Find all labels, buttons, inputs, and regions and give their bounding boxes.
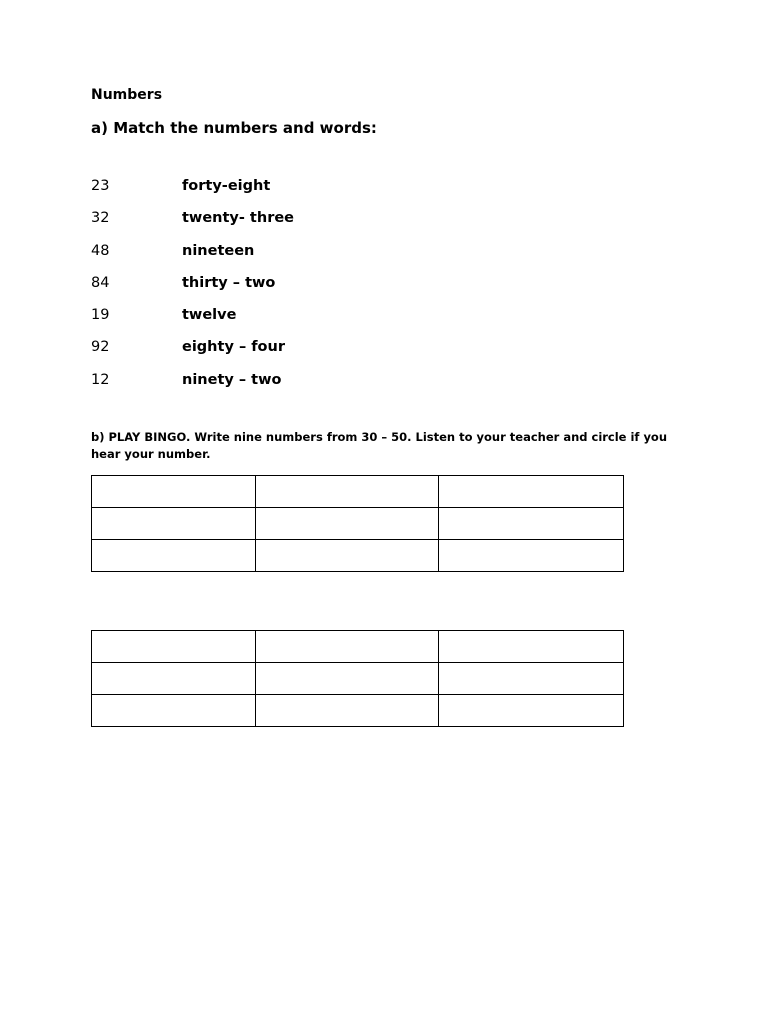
match-number: 92 [91,339,110,356]
bingo-cell[interactable] [256,476,439,508]
bingo-cell[interactable] [256,540,439,572]
bingo-cell[interactable] [256,695,439,727]
match-number: 19 [91,307,110,324]
bingo-cell[interactable] [92,695,256,727]
match-word: forty-eight [182,178,271,194]
bingo-cell[interactable] [439,476,624,508]
bingo-cell[interactable] [256,663,439,695]
bingo-row [92,631,624,663]
bingo-row [92,540,624,572]
match-row [91,243,491,275]
match-word: twelve [182,307,237,324]
bingo-row [92,476,624,508]
match-row [91,307,491,339]
match-row [91,339,491,371]
bingo-cell[interactable] [439,631,624,663]
bingo-cell[interactable] [256,508,439,540]
bingo-cell[interactable] [439,695,624,727]
bingo-cell[interactable] [92,508,256,540]
bingo-cell[interactable] [439,663,624,695]
section-b-text: Write nine numbers from 30 – 50. Listen to your teacher and circle if you hear your number. [91,430,668,461]
match-row [91,372,491,404]
bingo-row [92,663,624,695]
page-title: Numbers [91,87,163,103]
match-row [91,210,491,242]
bingo-cell[interactable] [92,476,256,508]
match-word: ninety – two [182,371,282,388]
match-list [91,178,491,404]
bingo-grid-1 [91,475,624,572]
match-word: eighty – four [182,339,285,356]
bingo-cell[interactable] [92,540,256,572]
section-a-heading: a) Match the numbers and words: [91,119,377,137]
match-word: thirty – two [182,274,276,291]
section-b-lead: b) PLAY BINGO. [91,430,191,444]
match-row [91,275,491,307]
match-word: nineteen [182,242,255,259]
match-number: 32 [91,210,110,227]
bingo-cell[interactable] [439,508,624,540]
match-word: twenty- three [182,210,295,227]
match-number: 23 [91,178,110,194]
match-number: 84 [91,274,110,291]
bingo-cell[interactable] [92,663,256,695]
match-number: 48 [91,242,110,259]
match-number: 12 [91,371,110,388]
bingo-grid-2 [91,630,624,727]
bingo-cell[interactable] [92,631,256,663]
bingo-cell[interactable] [439,540,624,572]
bingo-row [92,695,624,727]
bingo-row [92,508,624,540]
bingo-cell[interactable] [256,631,439,663]
match-row [91,178,491,210]
section-b-instructions [91,429,681,463]
